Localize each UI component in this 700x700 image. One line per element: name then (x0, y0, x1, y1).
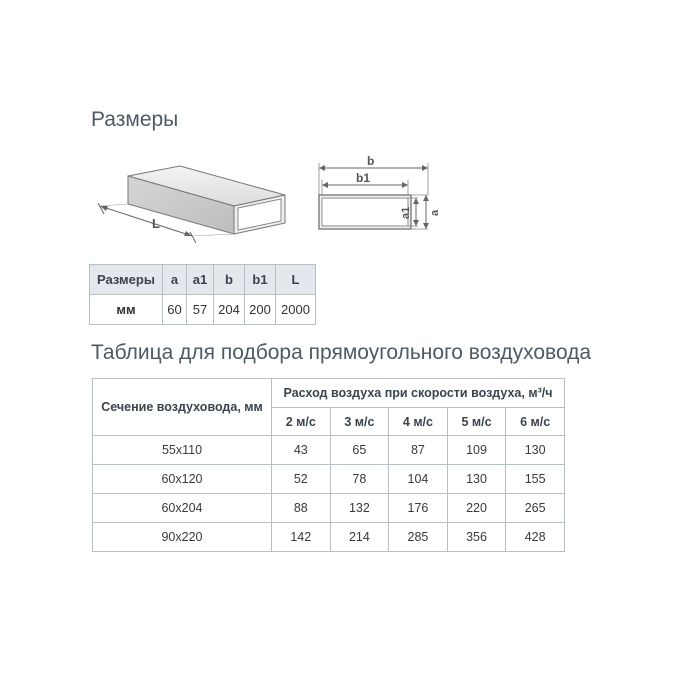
flow-value-cell: 155 (506, 465, 565, 494)
dimensions-value-cell: 57 (187, 295, 214, 325)
flow-value-cell: 65 (330, 436, 389, 465)
dimensions-value-row (90, 295, 316, 325)
cross-section-diagram (306, 148, 446, 248)
flow-value-cell: 88 (272, 494, 331, 523)
flow-value-cell: 104 (389, 465, 448, 494)
flow-value-cell: 176 (389, 494, 448, 523)
section-cell: 90x220 (93, 523, 272, 552)
flow-value-cell: 109 (447, 436, 506, 465)
flow-value-cell: 142 (272, 523, 331, 552)
table-row (93, 465, 565, 494)
dimensions-value-cell: 204 (214, 295, 245, 325)
flow-table-title: Таблица для подбора прямоугольного воздуховода (91, 341, 592, 364)
length-label: L (152, 216, 160, 231)
table-row (93, 523, 565, 552)
speed-header-cell: 4 м/с (389, 408, 448, 436)
section-header: Сечение воздуховода, мм (93, 379, 272, 436)
flow-value-cell: 43 (272, 436, 331, 465)
dimensions-header-cell: L (276, 265, 316, 295)
flow-value-cell: 52 (272, 465, 331, 494)
dimensions-value-cell: 2000 (276, 295, 316, 325)
airflow-header-row (93, 379, 565, 408)
flow-value-cell: 428 (506, 523, 565, 552)
dimensions-table (89, 264, 316, 325)
speed-header-cell: 6 м/с (506, 408, 565, 436)
airflow-table (92, 378, 565, 552)
dimensions-header-cell: a (163, 265, 187, 295)
dimensions-header-row (90, 265, 316, 295)
flow-value-cell: 356 (447, 523, 506, 552)
a1-label: a1 (400, 206, 412, 219)
a-label: a (429, 209, 441, 216)
sizes-title: Размеры (91, 108, 179, 131)
dimensions-header-cell: b1 (245, 265, 276, 295)
dimensions-value-cell: 200 (245, 295, 276, 325)
section-cell: 60x204 (93, 494, 272, 523)
speed-header-cell: 3 м/с (330, 408, 389, 436)
flow-value-cell: 220 (447, 494, 506, 523)
duct-diagram (88, 148, 288, 258)
flow-header: Расход воздуха при скорости воздуха, м³/ч (272, 379, 565, 408)
dimensions-value-cell: 60 (163, 295, 187, 325)
dimensions-header-cell: b (214, 265, 245, 295)
flow-value-cell: 132 (330, 494, 389, 523)
table-row (93, 436, 565, 465)
section-cell: 55x110 (93, 436, 272, 465)
flow-value-cell: 214 (330, 523, 389, 552)
flow-value-cell: 265 (506, 494, 565, 523)
flow-value-cell: 130 (506, 436, 565, 465)
speed-header-cell: 5 м/с (447, 408, 506, 436)
dimensions-unit-cell: мм (90, 295, 163, 325)
speed-header-cell: 2 м/с (272, 408, 331, 436)
flow-value-cell: 130 (447, 465, 506, 494)
dimensions-header-cell: a1 (187, 265, 214, 295)
table-row (93, 494, 565, 523)
b-label: b (367, 154, 375, 168)
dimensions-header-cell: Размеры (90, 265, 163, 295)
flow-value-cell: 78 (330, 465, 389, 494)
flow-value-cell: 285 (389, 523, 448, 552)
section-cell: 60x120 (93, 465, 272, 494)
b1-label: b1 (356, 171, 371, 185)
flow-value-cell: 87 (389, 436, 448, 465)
